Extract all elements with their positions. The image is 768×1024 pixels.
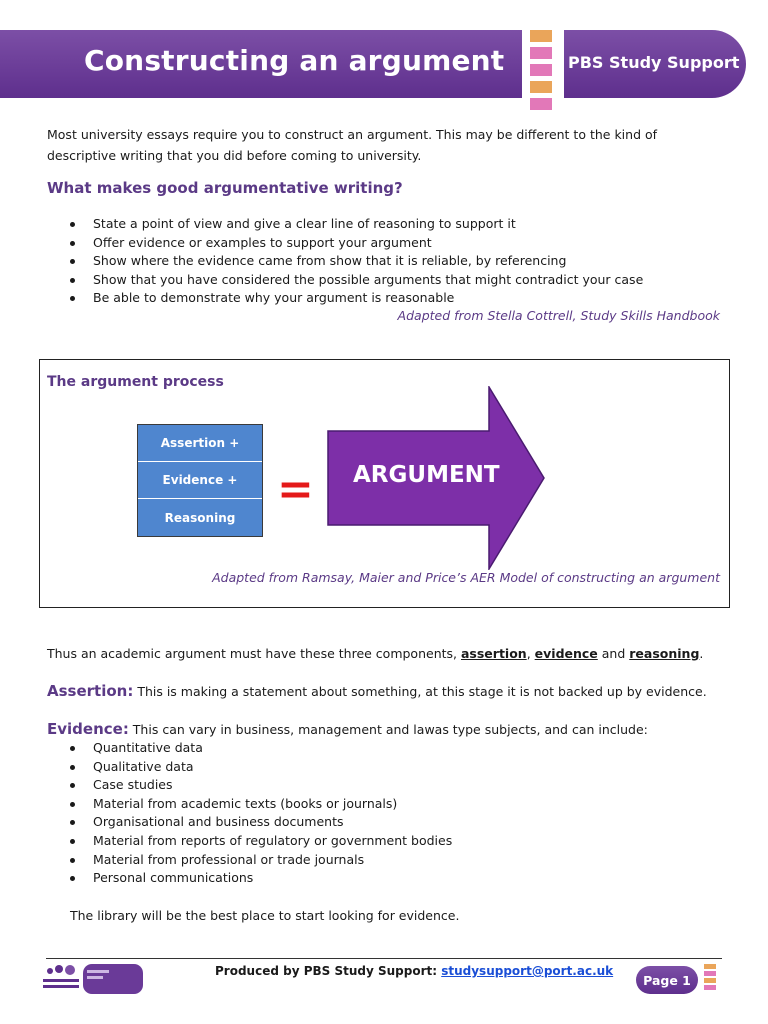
components-prefix: Thus an academic argument must have these three components, (47, 646, 461, 661)
header-stripes-decoration (530, 30, 554, 115)
list-item: Offer evidence or examples to support your argument (47, 234, 727, 253)
evidence-list (47, 739, 727, 888)
page-title: Constructing an argument (84, 44, 505, 77)
assertion-term: Assertion: (47, 682, 134, 700)
citation-cottrell: Adapted from Stella Cottrell, Study Skills Handbook (397, 308, 720, 323)
assertion-text: This is making a statement about something, at this stage it is not backed up by evidence. (133, 684, 707, 699)
evidence-link-text: evidence (534, 646, 598, 661)
list-item: Quantitative data (47, 739, 727, 758)
evidence-term: Evidence: (47, 720, 129, 738)
list-item: Material from academic texts (books or journals) (47, 795, 727, 814)
component-reasoning: Reasoning (138, 499, 262, 536)
argument-process-title: The argument process (47, 374, 224, 390)
library-note: The library will be the best place to start looking for evidence. (70, 908, 460, 923)
components-sep: , (526, 646, 535, 661)
list-item: Material from professional or trade journals (47, 851, 727, 870)
footer-divider (46, 958, 722, 959)
assertion-link-text: assertion (460, 646, 527, 661)
components-sentence (47, 643, 737, 664)
aer-components-block (137, 424, 263, 537)
components-suffix: . (699, 646, 704, 661)
component-evidence: Evidence + (138, 462, 262, 499)
assertion-definition (47, 681, 737, 702)
list-item: Qualitative data (47, 758, 727, 777)
components-sep: and (597, 646, 630, 661)
page-number-badge: Page 1 (636, 966, 698, 994)
section-heading-good-writing: What makes good argumentative writing? (47, 179, 403, 197)
footer-produced-by: Produced by PBS Study Support: (215, 964, 442, 978)
footer-stripes-decoration (704, 964, 718, 992)
list-item: Be able to demonstrate why your argument is reasonable (47, 289, 727, 308)
evidence-text: This can vary in business, management and lawas type subjects, and can include: (128, 722, 648, 737)
list-item: State a point of view and give a clear line of reasoning to support it (47, 215, 727, 234)
intro-paragraph: Most university essays require you to construct an argument. This may be different to the kind of descriptive writing that you did before coming to university. (47, 127, 658, 163)
component-assertion: Assertion + (138, 425, 262, 462)
evidence-definition (47, 719, 737, 740)
list-item: Show that you have considered the possible arguments that might contradict your case (47, 271, 727, 290)
footer-credit (215, 964, 613, 978)
good-writing-list (47, 215, 727, 308)
list-item: Show where the evidence came from show that it is reliable, by referencing (47, 252, 727, 271)
reasoning-link-text: reasoning (629, 646, 700, 661)
list-item: Organisational and business documents (47, 813, 727, 832)
support-email-link[interactable]: studysupport@port.ac.uk (441, 964, 614, 978)
university-logo (43, 964, 143, 994)
list-item: Case studies (47, 776, 727, 795)
list-item: Personal communications (47, 869, 727, 888)
list-item: Material from reports of regulatory or government bodies (47, 832, 727, 851)
citation-aer-model: Adapted from Ramsay, Maier and Price’s AER Model of constructing an argument (212, 570, 720, 585)
argument-label: ARGUMENT (353, 462, 500, 488)
equals-sign: = (277, 464, 314, 515)
header-badge-label: PBS Study Support (568, 53, 740, 72)
